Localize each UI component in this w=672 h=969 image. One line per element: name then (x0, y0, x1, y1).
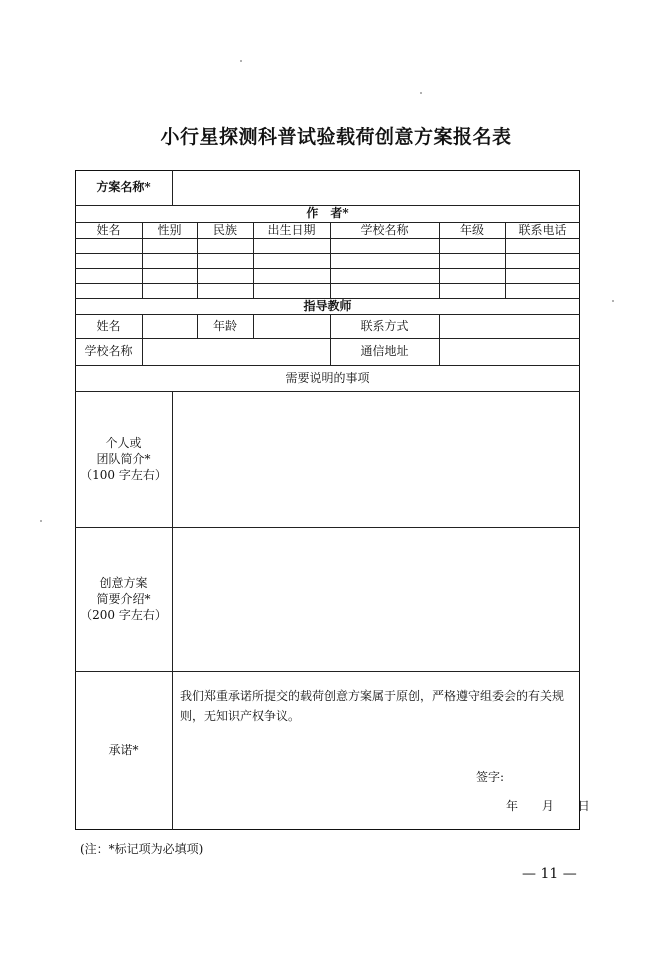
date-line (506, 797, 590, 814)
author-row[interactable] (76, 284, 579, 298)
scan-speck (612, 300, 614, 302)
date-month-label: 月 (541, 799, 554, 813)
author-row[interactable] (76, 239, 579, 253)
author-row[interactable] (76, 269, 579, 283)
scheme-name-field[interactable] (173, 171, 578, 204)
promise-label: 承诺* (108, 743, 139, 758)
advisor-address-label: 通信地址 (360, 344, 409, 359)
scheme-name-label: 方案名称* (96, 180, 151, 195)
author-col-birthdate: 出生日期 (267, 222, 316, 237)
advisor-school-label: 学校名称 (84, 344, 133, 359)
scheme-intro-label-line: 创意方案 (99, 575, 148, 590)
author-col-name: 姓名 (96, 222, 121, 237)
scheme-intro-label (75, 527, 172, 671)
notes-header: 需要说明的事项 (285, 370, 370, 385)
advisor-age-label: 年龄 (212, 318, 237, 333)
scheme-intro-label-line: （200 字左右） (80, 608, 167, 623)
date-day-label: 日 (577, 799, 590, 813)
advisor-age-field[interactable] (254, 315, 329, 337)
advisor-school-field[interactable] (143, 339, 329, 364)
promise-text: 我们郑重承诺所提交的载荷创意方案属于原创，严格遵守组委会的有关规则，无知识产权争议。 (180, 689, 565, 723)
author-col-school: 学校名称 (360, 222, 409, 237)
advisor-header: 指导教师 (303, 298, 352, 313)
author-col-ethnicity: 民族 (212, 222, 237, 237)
form-title: 小行星探测科普试验载荷创意方案报名表 (160, 126, 512, 148)
date-year-label: 年 (506, 799, 519, 813)
advisor-name-label: 姓名 (96, 318, 121, 333)
team-intro-label-line: 团队简介* (96, 451, 151, 466)
author-row[interactable] (76, 254, 579, 268)
advisor-contact-label: 联系方式 (360, 318, 409, 333)
advisor-address-field[interactable] (440, 339, 579, 364)
team-intro-field[interactable] (173, 392, 578, 526)
team-intro-label-line: （100 字左右） (80, 468, 167, 483)
scan-speck (240, 60, 242, 62)
scan-speck (420, 92, 422, 94)
scheme-intro-label-line: 简要介绍* (96, 591, 151, 606)
scheme-intro-field[interactable] (173, 528, 578, 670)
authors-header: 作 者* (306, 206, 349, 221)
scan-speck (40, 520, 42, 522)
footnote: (注：*标记项为必填项) (80, 842, 204, 856)
signature-label: 签字: (476, 770, 505, 784)
advisor-name-field[interactable] (143, 315, 196, 337)
team-intro-label-line: 个人或 (105, 435, 142, 450)
author-col-phone: 联系电话 (518, 222, 567, 237)
team-intro-label (75, 391, 172, 527)
advisor-contact-field[interactable] (440, 315, 579, 337)
author-col-gender: 性别 (157, 222, 182, 237)
signature-field[interactable] (512, 764, 576, 786)
author-col-grade: 年级 (459, 222, 484, 237)
page-number: — 11 — (522, 866, 577, 882)
